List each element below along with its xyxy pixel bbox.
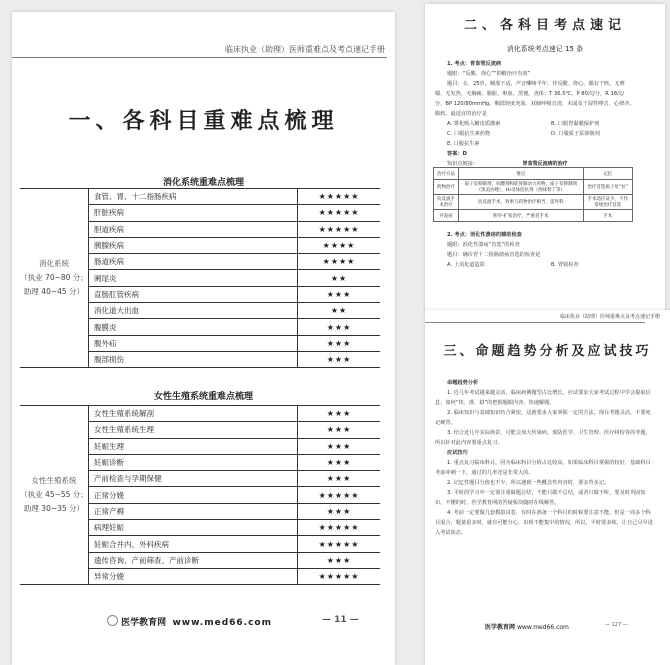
answer-option: A. 雾化吸入糖皮质激素 — [447, 121, 501, 127]
table-cell: 并发症 — [434, 210, 459, 222]
topic-cell: 妊娠合并内、外科疾病 — [89, 536, 298, 552]
star-rating: ★★★★★ — [298, 205, 381, 221]
question-line: 分，BP 120/80mmHg。咽部轻度充血，双肺呼吸音清，未闻及干湿性啰音，心律齐。 — [435, 101, 635, 107]
question-1 — [435, 59, 655, 169]
question-2 — [435, 230, 655, 270]
star-rating: ★★★ — [298, 286, 381, 302]
table-header-row — [434, 168, 633, 180]
paragraph: 1. 近几年考试越来越灵活，临床病例题型占比增长，应试要求大家考试过程中学会提取信息，如何“快、准、稳”的把握题眼内容，快速解题。 — [435, 390, 651, 406]
paragraph: 3. 平时的学习中一定要注重做题总结，不能只做不总结，或者只做不听，要及时巩固知识，不懂的时，医学教育网的答疑板块随时在线解答。 — [435, 490, 646, 506]
content — [435, 378, 655, 538]
table-title: 消化系统重难点梳理 — [162, 178, 244, 188]
page-title: 一、各科目重难点梳理 — [68, 109, 339, 134]
header-divider — [425, 322, 645, 323]
answer-option: E. 口服抗生素 — [447, 141, 480, 147]
topic-cell: 遗传咨询、产前筛查、产前诊断 — [89, 552, 298, 568]
star-rating: ★★★★★ — [298, 221, 381, 237]
star-rating: ★★★ — [298, 503, 381, 519]
knowledge-link: 知识点链接： — [447, 161, 479, 167]
category-label: 助理 40~45 分） — [23, 287, 85, 297]
running-header: 临床执业（助理）医师重难点及考点速记手册 — [559, 314, 660, 320]
table-cell: 手术适应证少，不作常规治疗首选 — [583, 195, 632, 210]
topic-cell: 正常产褥 — [89, 503, 298, 519]
topic-cell: 妊娠生理 — [89, 438, 298, 454]
topic-cell: 正常分娩 — [89, 487, 298, 503]
topic-cell: 腹膜炎 — [89, 319, 298, 335]
star-rating: ★★★ — [298, 335, 381, 351]
section-heading: 命题趋势分析 — [447, 380, 479, 386]
topic-cell: 腹部损伤 — [89, 351, 298, 367]
left-page — [12, 12, 395, 665]
page-title: 二、各科目考点速记 — [463, 18, 626, 33]
table-cell: 狭窄-扩张治疗，严重者手术 — [458, 210, 583, 222]
topic-cell: 肝脏疾病 — [89, 205, 298, 221]
logo-icon — [107, 615, 118, 626]
star-rating: ★★★ — [298, 438, 381, 454]
topic-cell: 直肠肛管疾病 — [89, 286, 298, 302]
topic-cell: 女性生殖系统生理 — [89, 422, 298, 438]
question-line: 题眼：“反酸、烧心”“抑酸治疗有效” — [447, 71, 531, 77]
star-rating: ★★★ — [298, 552, 381, 568]
gerd-table — [433, 167, 633, 222]
star-rating: ★★★★★ — [298, 568, 381, 584]
subtitle: 消化系统考点速记 15 条 — [506, 45, 584, 53]
paragraph: 4. 考前一定要做几套模拟试卷，有时在准备一个科目的时候要注意不能，但是一周多个科目混合，题量很多时，就有可能分心，出现不能集中的情况，所以，平时要多练，让自己尽早进入考试状态。 — [435, 510, 653, 536]
reproductive-table — [20, 405, 380, 585]
table-cell: 手术 — [583, 210, 632, 222]
table-row — [434, 210, 633, 222]
table-cell: 抗反流手术治疗 — [434, 195, 459, 210]
table-cell: 质子泵抑制剂，抗酸剂和促胃肠动力药物，质子泵抑制剂（奥美拉唑），H₂受体拮抗剂（西咪替丁等） — [458, 180, 583, 195]
category-cell — [20, 189, 89, 368]
topic-cell: 胰腺疾病 — [89, 237, 298, 253]
topic-cell: 阑尾炎 — [89, 270, 298, 286]
question-line: 题目：女，25岁。咽部不适，声音嘶哑半年，伴反酸、烧心，偶有干咳，无哮 — [447, 81, 625, 87]
table-title: 胃食管反流病的治疗 — [522, 161, 568, 167]
table-cell: 抗反流手术，效果与药物治疗相当，需外科 — [458, 195, 583, 210]
question-line: 题目：确诊胃十二指肠溃疡首选的检查是 — [447, 252, 541, 258]
category-label: 助理 30~35 分） — [23, 504, 85, 514]
star-rating: ★★ — [298, 303, 381, 319]
header-cell: 要点 — [458, 168, 583, 180]
category-label: （执业 70~80 分； — [20, 273, 88, 283]
star-rating: ★★★ — [298, 471, 381, 487]
page-number: — 127 — — [605, 622, 628, 628]
table-row — [434, 180, 633, 195]
digestive-table — [20, 188, 380, 368]
topic-cell: 异常分娩 — [89, 568, 298, 584]
answer: 答案：D — [447, 151, 467, 157]
table-row — [434, 195, 633, 210]
answer-option: D. 口服质子泵抑制剂 — [551, 131, 600, 137]
options — [435, 119, 655, 149]
table-cell: 药物治疗 — [434, 180, 459, 195]
star-rating: ★★★ — [298, 319, 381, 335]
topic-cell: 胆道疾病 — [89, 221, 298, 237]
header-cell: 记忆 — [583, 168, 632, 180]
star-rating: ★★★★★ — [298, 536, 381, 552]
paragraph: 2. 记忆性题目分值也不少，所以遇到一些概念性内容时，要多背多记。 — [447, 480, 610, 486]
running-header: 临床执业（助理）医师重难点及考点速记手册 — [225, 45, 385, 54]
question-line: 2. 考点：消化性溃疡的辅助检查 — [447, 232, 522, 238]
header-cell: 治疗方法 — [434, 168, 459, 180]
topic-cell: 腹外疝 — [89, 335, 298, 351]
star-rating: ★★★★★ — [298, 189, 381, 205]
category-label: 女性生殖系统 — [31, 476, 77, 486]
footer-brand: 医学教育网 www.med66.com — [485, 624, 569, 631]
answer-option: C. 口服抗生素药物 — [447, 131, 491, 137]
table-title: 女性生殖系统重难点梳理 — [153, 392, 253, 402]
paragraph: 1. 重点复习临床科目，因为临床科目分值占比较高，如果临床科目掌握的较好，基础科目考前冲刺一下，通过的几率还是非常大的。 — [435, 460, 651, 476]
question-line: 腹软。最适宜的治疗是 — [435, 111, 487, 117]
topic-cell: 妊娠诊断 — [89, 454, 298, 470]
section-heading: 应试技巧 — [447, 450, 468, 456]
answer-option: B. 胃镜检查 — [551, 262, 579, 268]
page-number: — 11 — — [322, 615, 359, 625]
star-rating: ★★★ — [298, 351, 381, 367]
table-cell: 治疗首选质子泵“拉” — [583, 180, 632, 195]
paragraph: 2. 临床知识与基础知识结合紧密，这就要求大家掌握一定的方法，现在考题灵活，不要死记硬背。 — [435, 410, 651, 426]
topic-cell: 消化道大出血 — [89, 303, 298, 319]
topic-cell: 病理妊娠 — [89, 520, 298, 536]
topic-cell: 产前检查与孕期保健 — [89, 471, 298, 487]
page-title: 三、命题趋势分析及应试技巧 — [443, 344, 652, 359]
question-line: 题眼：消化性溃疡“首选”的检查 — [447, 242, 520, 248]
table-row — [20, 189, 380, 205]
table-row — [20, 406, 380, 422]
star-rating: ★★★★ — [298, 237, 381, 253]
topic-cell: 肠道疾病 — [89, 254, 298, 270]
answer-option: A. 上消化道造影 — [447, 262, 485, 268]
header-divider — [12, 57, 387, 58]
paragraph: 3. 结合近几年实际场景，可能会加大传染病、预防医学、卫生管理、医疗纠纷等的考题，所以针对此内容要重点复习。 — [435, 430, 651, 446]
category-label: 消化系统 — [39, 259, 69, 269]
topic-cell: 食管、胃、十二指肠疾病 — [89, 189, 298, 205]
right-bottom-page — [425, 310, 670, 665]
footer-brand: 医学教育网 www.med66.com — [107, 615, 272, 628]
star-rating: ★★★★ — [298, 254, 381, 270]
options — [435, 260, 655, 270]
category-label: （执业 45~55 分； — [20, 490, 88, 500]
star-rating: ★★★★★ — [298, 520, 381, 536]
star-rating: ★★ — [298, 270, 381, 286]
question-line: 喘、无发热、无胸痛、腹胀、呕血、黑便。查体：T 36.5℃，P 80次/分，R 18次/ — [435, 91, 624, 97]
star-rating: ★★★ — [298, 454, 381, 470]
star-rating: ★★★ — [298, 406, 381, 422]
answer-option: B. 口服胃黏膜保护剂 — [551, 121, 600, 127]
category-cell — [20, 406, 89, 585]
star-rating: ★★★ — [298, 422, 381, 438]
right-top-page — [425, 4, 665, 312]
star-rating: ★★★★★ — [298, 487, 381, 503]
question-line: 1. 考点：胃食管反流病 — [447, 61, 502, 67]
topic-cell: 女性生殖系统解剖 — [89, 406, 298, 422]
